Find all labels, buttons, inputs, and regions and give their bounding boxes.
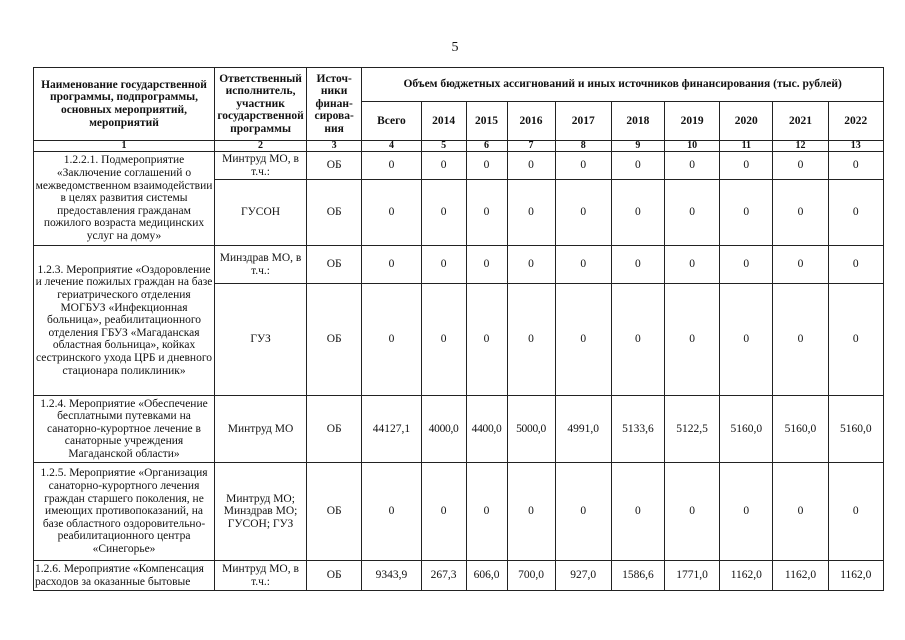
header-year: 2020 xyxy=(720,102,773,141)
row-name: 1.2.6. Мероприятие «Компенсация расходов за оказанные бытовые xyxy=(34,561,215,591)
cell-value: 0 xyxy=(773,152,828,180)
cell-value: 0 xyxy=(611,180,664,246)
cell-value: 0 xyxy=(507,246,555,284)
header-name: Наименование государственной программы, подпрограммы, основных мероприятий, мероприятий xyxy=(34,68,215,141)
col-number: 11 xyxy=(720,141,773,152)
header-year: 2016 xyxy=(507,102,555,141)
cell-value: 0 xyxy=(555,180,611,246)
cell-value: 0 xyxy=(466,463,507,561)
col-number: 3 xyxy=(307,141,362,152)
table-row xyxy=(34,152,884,180)
header-source: Источ-ники финан-сирова-ния xyxy=(307,68,362,141)
row-responsible: Минздрав МО, в т.ч.: xyxy=(215,246,307,284)
cell-value: 0 xyxy=(828,463,883,561)
cell-value: 606,0 xyxy=(466,561,507,591)
row-name: 1.2.5. Мероприятие «Организация санаторно-курортного лечения граждан старшего поколения, не имеющих противопоказаний, на базе областного оздоровительно-реабилитационного центра «Синегорье» xyxy=(34,463,215,561)
header-year: 2018 xyxy=(611,102,664,141)
cell-value: 0 xyxy=(421,152,466,180)
col-number: 4 xyxy=(362,141,421,152)
row-source: ОБ xyxy=(307,152,362,180)
cell-value: 0 xyxy=(507,284,555,396)
budget-table xyxy=(33,67,884,591)
row-name: 1.2.4. Мероприятие «Обеспечение бесплатными путевками на санаторно-курортное лечение в санаторные учреждения Магаданской области» xyxy=(34,396,215,463)
cell-value: 0 xyxy=(720,463,773,561)
col-number: 6 xyxy=(466,141,507,152)
row-source: ОБ xyxy=(307,284,362,396)
cell-value: 5160,0 xyxy=(773,396,828,463)
cell-value: 1162,0 xyxy=(720,561,773,591)
row-source: ОБ xyxy=(307,180,362,246)
cell-value: 0 xyxy=(555,284,611,396)
row-name: 1.2.3. Мероприятие «Оздоровление и лечение пожилых граждан на базе гериатрического отделения МОГБУЗ «Инфекционная больница», реабилитационного отделения ГБУЗ «Магаданская областная больница», койках сестринского ухода ЦРБ и дневного стационара поликлиник» xyxy=(34,246,215,396)
cell-value: 0 xyxy=(828,284,883,396)
cell-value: 0 xyxy=(773,284,828,396)
cell-value: 1586,6 xyxy=(611,561,664,591)
cell-value: 0 xyxy=(555,463,611,561)
cell-value: 1162,0 xyxy=(773,561,828,591)
table-row xyxy=(34,561,884,591)
col-number: 1 xyxy=(34,141,215,152)
cell-value: 0 xyxy=(362,463,421,561)
cell-value: 0 xyxy=(507,180,555,246)
cell-value: 0 xyxy=(720,246,773,284)
header-year: 2014 xyxy=(421,102,466,141)
cell-value: 267,3 xyxy=(421,561,466,591)
cell-value: 0 xyxy=(507,152,555,180)
cell-value: 0 xyxy=(466,284,507,396)
cell-value: 0 xyxy=(466,152,507,180)
cell-value: 0 xyxy=(664,463,719,561)
col-number: 7 xyxy=(507,141,555,152)
row-responsible: ГУЗ xyxy=(215,284,307,396)
header-year: 2017 xyxy=(555,102,611,141)
cell-value: 0 xyxy=(664,284,719,396)
header-responsible: Ответственный исполнитель, участник государственной программы xyxy=(215,68,307,141)
col-number: 2 xyxy=(215,141,307,152)
col-number: 10 xyxy=(664,141,719,152)
cell-value: 0 xyxy=(828,152,883,180)
row-responsible: ГУСОН xyxy=(215,180,307,246)
cell-value: 0 xyxy=(720,180,773,246)
cell-value: 0 xyxy=(466,180,507,246)
cell-value: 0 xyxy=(507,463,555,561)
cell-value: 0 xyxy=(421,246,466,284)
cell-value: 0 xyxy=(362,180,421,246)
cell-value: 0 xyxy=(362,284,421,396)
cell-value: 5133,6 xyxy=(611,396,664,463)
cell-value: 5000,0 xyxy=(507,396,555,463)
row-responsible: Минтруд МО, в т.ч.: xyxy=(215,152,307,180)
cell-value: 0 xyxy=(828,180,883,246)
cell-value: 0 xyxy=(362,152,421,180)
cell-value: 5160,0 xyxy=(720,396,773,463)
cell-value: 0 xyxy=(720,284,773,396)
row-name: 1.2.2.1. Подмероприятие «Заключение соглашений о межведомственном взаимодействии в целях развития системы предоставления гражданам пожилого возраста медицинских услуг на дому» xyxy=(34,152,215,246)
col-number: 9 xyxy=(611,141,664,152)
table-row xyxy=(34,246,884,284)
cell-value: 0 xyxy=(664,180,719,246)
cell-value: 0 xyxy=(611,246,664,284)
cell-value: 0 xyxy=(611,284,664,396)
cell-value: 0 xyxy=(664,246,719,284)
cell-value: 4991,0 xyxy=(555,396,611,463)
cell-value: 0 xyxy=(773,180,828,246)
row-source: ОБ xyxy=(307,246,362,284)
cell-value: 1771,0 xyxy=(664,561,719,591)
cell-value: 0 xyxy=(555,246,611,284)
header-year: 2019 xyxy=(664,102,719,141)
cell-value: 1162,0 xyxy=(828,561,883,591)
table-row xyxy=(34,396,884,463)
row-responsible: Минтруд МО xyxy=(215,396,307,463)
cell-value: 0 xyxy=(773,463,828,561)
cell-value: 0 xyxy=(664,152,719,180)
cell-value: 0 xyxy=(421,180,466,246)
header-year: 2021 xyxy=(773,102,828,141)
row-source: ОБ xyxy=(307,396,362,463)
col-number: 5 xyxy=(421,141,466,152)
cell-value: 0 xyxy=(828,246,883,284)
cell-value: 9343,9 xyxy=(362,561,421,591)
col-number: 12 xyxy=(773,141,828,152)
cell-value: 4400,0 xyxy=(466,396,507,463)
table-row xyxy=(34,463,884,561)
cell-value: 5122,5 xyxy=(664,396,719,463)
header-year: 2022 xyxy=(828,102,883,141)
cell-value: 5160,0 xyxy=(828,396,883,463)
col-number: 13 xyxy=(828,141,883,152)
row-responsible: Минтруд МО, в т.ч.: xyxy=(215,561,307,591)
cell-value: 700,0 xyxy=(507,561,555,591)
cell-value: 0 xyxy=(466,246,507,284)
header-total: Всего xyxy=(362,102,421,141)
header-year: 2015 xyxy=(466,102,507,141)
row-source: ОБ xyxy=(307,561,362,591)
header-volume: Объем бюджетных ассигнований и иных источников финансирования (тыс. рублей) xyxy=(362,68,884,102)
cell-value: 0 xyxy=(611,152,664,180)
cell-value: 927,0 xyxy=(555,561,611,591)
cell-value: 0 xyxy=(555,152,611,180)
cell-value: 4000,0 xyxy=(421,396,466,463)
col-number: 8 xyxy=(555,141,611,152)
cell-value: 0 xyxy=(611,463,664,561)
row-source: ОБ xyxy=(307,463,362,561)
cell-value: 0 xyxy=(773,246,828,284)
row-responsible: Минтруд МО; Минздрав МО; ГУСОН; ГУЗ xyxy=(215,463,307,561)
cell-value: 0 xyxy=(362,246,421,284)
page-number: 5 xyxy=(451,40,459,55)
cell-value: 44127,1 xyxy=(362,396,421,463)
cell-value: 0 xyxy=(421,284,466,396)
cell-value: 0 xyxy=(421,463,466,561)
cell-value: 0 xyxy=(720,152,773,180)
